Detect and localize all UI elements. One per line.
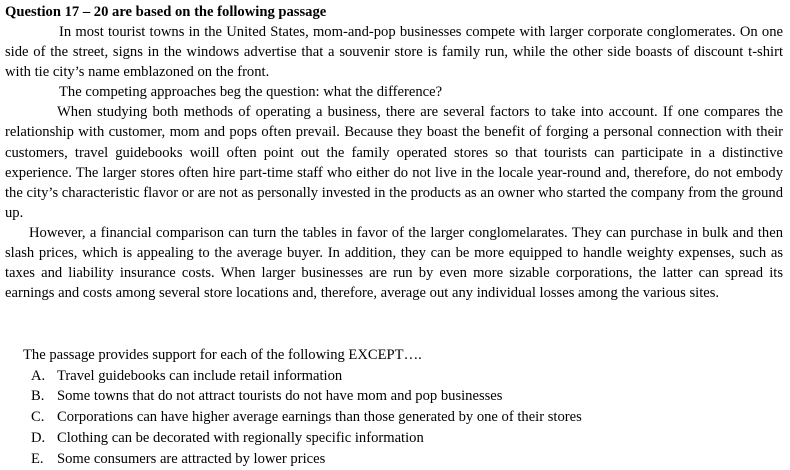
passage-page [5,2,783,303]
option-text: Some towns that do not attract tourists do not have mom and pop businesses [57,388,503,405]
option-letter: C. [31,409,45,426]
option-text: Travel guidebooks can include retail information [57,367,343,384]
passage-paragraph-3: When studying both methods of operating a business, there are several factors to take into account. If one compares the relationship with customer, mom and pops often prevail. Because they boast the benefit of forging a personal connection with their customers, travel guidebooks woill often point out the family operated stores so that tourists can participate in a distinctive experience. The larger stores often hire part-time staff who either do not live in the locale year-round and, therefore, do not embody the city’s characteristic flavor or are not as personally invested in the products as an owner who started the company from the ground up. [5,104,783,221]
passage-paragraph-2: The competing approaches beg the question: what the difference? [59,84,443,101]
question-block [23,345,723,470]
passage-paragraph-1: In most tourist towns in the United States, mom-and-pop businesses compete with larger corporate conglomerates. On one side of the street, signs in the windows advertise that a souvenir store is family run, while the other side boasts of discount t-shirt with tie city’s name emblazoned on the front. [5,24,783,81]
answer-options [23,366,723,470]
option-text: Clothing can be decorated with regionally specific information [57,429,424,446]
question-stem: The passage provides support for each of the following EXCEPT…. [23,347,422,363]
option-letter: D. [31,429,46,446]
option-text: Corporations can have higher average earnings than those generated by one of their stores [57,409,582,426]
option-letter: A. [31,367,46,384]
passage-paragraph-4: However, a financial comparison can turn the tables in favor of the larger conglomelarates. They can purchase in bulk and then slash prices, which is appealing to the average buyer. In addition, they can be more equipped to handle weighty expenses, such as taxes and liability insurance costs. When larger businesses are run by even more sizable corporations, the latter can spread its earnings and costs among several store locations and, therefore, average out any individual losses among the various sites. [5,224,783,302]
answer-option-b[interactable] [23,386,723,407]
option-text: Some consumers are attracted by lower prices [57,450,326,467]
answer-option-a[interactable] [23,366,723,387]
answer-option-e[interactable] [23,449,723,470]
answer-option-c[interactable] [23,407,723,428]
option-letter: E. [31,450,44,467]
option-letter: B. [31,388,45,405]
question-title: Question 17 – 20 are based on the following passage [5,4,327,20]
answer-option-d[interactable] [23,428,723,449]
